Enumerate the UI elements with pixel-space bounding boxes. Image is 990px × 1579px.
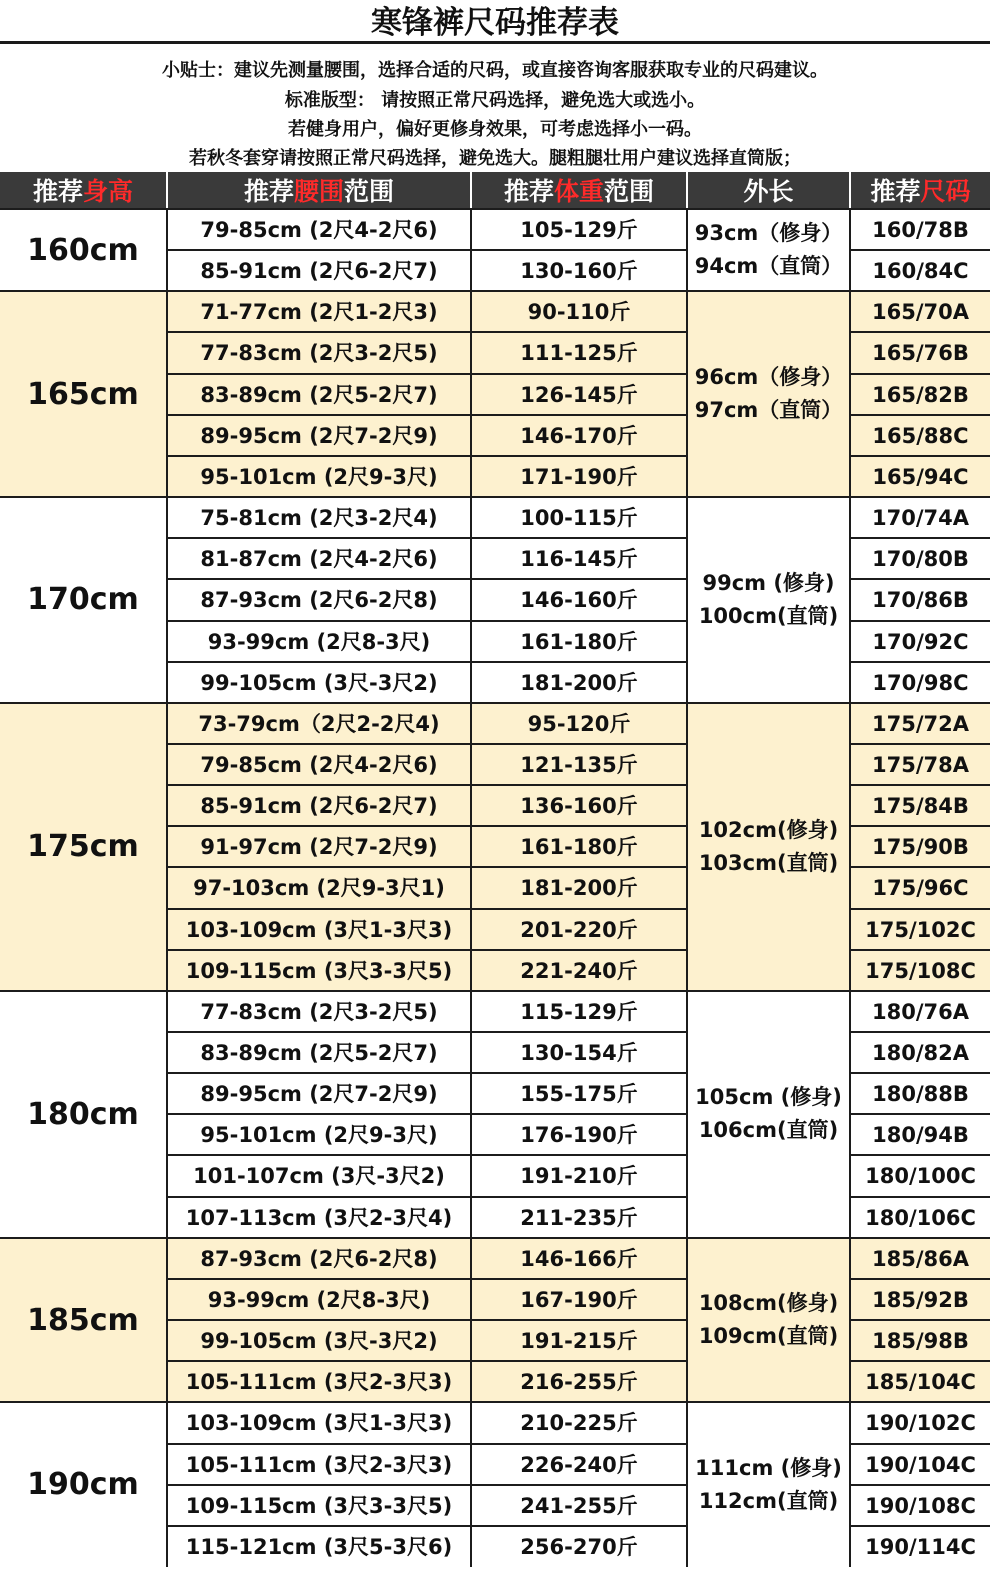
height-cell: 165cm (27, 376, 139, 412)
row-divider (851, 1360, 990, 1362)
header-length (688, 172, 849, 209)
height-cell: 170cm (27, 582, 139, 618)
header-text: 外长 (743, 177, 794, 206)
row-divider (851, 455, 990, 457)
weight-cell: 226-240斤 (520, 1452, 638, 1477)
weight-cell: 161-180斤 (520, 835, 638, 860)
waist-cell: 81-87cm (2尺4-2尺6) (200, 547, 438, 572)
weight-cell: 176-190斤 (520, 1123, 638, 1148)
row-divider (851, 1443, 990, 1445)
row-divider (851, 373, 990, 375)
waist-cell: 83-89cm (2尺5-2尺7) (200, 1041, 438, 1065)
weight-cell: 221-240斤 (520, 958, 638, 983)
row-divider (851, 1196, 990, 1198)
weight-cell: 216-255斤 (520, 1370, 638, 1395)
tip-line: 小贴士：建议先测量腰围，选择合适的尺码，或直接咨询客服获取专业的尺码建议。 (162, 60, 828, 81)
size-table (0, 172, 990, 1579)
row-divider (851, 866, 990, 868)
header-text: 范围 (604, 177, 655, 206)
row-divider (851, 331, 990, 333)
length-value: 99cm (修身) (702, 570, 835, 595)
row-divider (851, 784, 990, 786)
row-divider (851, 1525, 990, 1527)
length-cell (688, 497, 849, 703)
weight-cell: 111-125斤 (520, 341, 638, 366)
row-divider (168, 1278, 686, 1280)
row-divider (168, 1443, 686, 1445)
row-divider (168, 908, 686, 910)
row-divider (168, 455, 686, 457)
row-divider (851, 578, 990, 580)
waist-cell: 79-85cm (2尺4-2尺6) (200, 752, 438, 777)
row-divider (168, 866, 686, 868)
weight-cell: 146-166斤 (520, 1246, 638, 1271)
size-cell: 185/86A (872, 1246, 969, 1271)
row-divider (168, 1072, 686, 1074)
row-divider (168, 620, 686, 622)
size-cell: 180/82A (872, 1041, 969, 1065)
row-divider (168, 537, 686, 539)
row-divider (168, 1525, 686, 1527)
waist-cell: 107-113cm (3尺2-3尺4) (185, 1205, 453, 1230)
size-cell: 160/84C (872, 259, 969, 284)
row-divider (851, 661, 990, 663)
length-cell (688, 703, 849, 991)
weight-cell: 181-200斤 (520, 876, 638, 901)
waist-cell: 83-89cm (2尺5-2尺7) (200, 382, 438, 407)
row-divider (168, 1113, 686, 1115)
column-divider (166, 209, 168, 1567)
group-divider (0, 990, 990, 992)
length-value: 94cm（直筒） (694, 254, 843, 279)
weight-cell: 171-190斤 (520, 464, 638, 489)
size-cell: 165/70A (872, 300, 969, 325)
tips-block (0, 56, 990, 173)
waist-cell: 75-81cm (2尺3-2尺4) (200, 506, 438, 531)
row-divider (168, 373, 686, 375)
row-divider (168, 1360, 686, 1362)
length-cell (688, 1402, 849, 1567)
size-cell: 185/98B (872, 1329, 969, 1354)
weight-cell: 121-135斤 (520, 752, 638, 777)
weight-cell: 211-235斤 (520, 1205, 638, 1230)
row-divider (168, 578, 686, 580)
waist-cell: 99-105cm (3尺-3尺2) (200, 1329, 438, 1354)
length-value: 106cm(直筒) (698, 1118, 839, 1143)
waist-cell: 73-79cm（2尺2-2尺4) (198, 711, 440, 736)
size-cell: 190/108C (865, 1493, 976, 1518)
row-divider (851, 949, 990, 951)
row-divider (851, 1072, 990, 1074)
tip-line: 若秋冬套穿请按照正常尺码选择，避免选大。腿粗腿壮用户建议选择直筒版； (189, 148, 801, 169)
row-divider (851, 537, 990, 539)
size-cell: 190/104C (865, 1452, 976, 1477)
row-divider (168, 949, 686, 951)
header-text: 推荐 (870, 177, 921, 206)
header-text: 推荐 (243, 177, 294, 206)
size-cell: 180/100C (865, 1164, 976, 1189)
length-value: 105cm (修身) (695, 1085, 842, 1110)
waist-cell: 109-115cm (3尺3-3尺5) (185, 958, 453, 983)
row-divider (851, 249, 990, 251)
weight-cell: 181-200斤 (520, 670, 638, 695)
length-cell (688, 1238, 849, 1403)
waist-cell: 89-95cm (2尺7-2尺9) (200, 1082, 438, 1107)
height-cell: 185cm (27, 1302, 139, 1338)
size-cell: 170/98C (872, 670, 969, 695)
weight-cell: 116-145斤 (520, 547, 638, 572)
weight-cell: 130-154斤 (520, 1041, 638, 1065)
size-cell: 170/92C (872, 629, 969, 654)
row-divider (851, 1278, 990, 1280)
weight-cell: 161-180斤 (520, 629, 638, 654)
waist-cell: 85-91cm (2尺6-2尺7) (200, 259, 438, 284)
waist-cell: 95-101cm (2尺9-3尺) (200, 464, 438, 489)
weight-cell: 191-215斤 (520, 1329, 638, 1354)
size-cell: 185/92B (872, 1287, 969, 1312)
size-cell: 185/104C (865, 1370, 976, 1395)
size-cell: 190/102C (865, 1411, 976, 1436)
header-highlight: 体重 (553, 177, 604, 206)
length-value: 93cm（修身） (694, 221, 843, 246)
row-divider (851, 1113, 990, 1115)
waist-cell: 91-97cm (2尺7-2尺9) (200, 835, 438, 860)
group-divider (0, 1237, 990, 1239)
row-divider (168, 1319, 686, 1321)
length-cell (688, 991, 849, 1238)
weight-cell: 90-110斤 (527, 300, 631, 325)
size-cell: 190/114C (865, 1534, 976, 1559)
group-divider (0, 496, 990, 498)
row-divider (168, 743, 686, 745)
length-value: 103cm(直筒) (698, 850, 839, 875)
size-cell: 180/106C (865, 1205, 976, 1230)
row-divider (168, 1031, 686, 1033)
weight-cell: 155-175斤 (520, 1082, 638, 1107)
row-divider (851, 620, 990, 622)
page-title: 寒锋裤尺码推荐表 (0, 0, 990, 44)
waist-cell: 101-107cm (3尺-3尺2) (193, 1164, 445, 1189)
waist-cell: 93-99cm (2尺8-3尺) (207, 629, 431, 654)
length-value: 100cm(直筒) (698, 603, 839, 628)
column-divider (470, 209, 472, 1567)
row-divider (851, 1319, 990, 1321)
size-cell: 175/90B (872, 835, 969, 860)
row-divider (168, 1154, 686, 1156)
header-size (851, 172, 990, 209)
waist-cell: 77-83cm (2尺3-2尺5) (200, 341, 438, 366)
waist-cell: 105-111cm (3尺2-3尺3) (185, 1452, 453, 1477)
weight-cell: 241-255斤 (520, 1493, 638, 1518)
length-cell (688, 209, 849, 291)
weight-cell: 130-160斤 (520, 259, 638, 284)
tip-line: 标准版型： 请按照正常尺码选择，避免选大或选小。 (284, 90, 706, 111)
row-divider (851, 1484, 990, 1486)
waist-cell: 89-95cm (2尺7-2尺9) (200, 423, 438, 448)
row-divider (851, 825, 990, 827)
size-cell: 175/84B (872, 794, 969, 819)
header-highlight: 身高 (83, 177, 134, 206)
weight-cell: 210-225斤 (520, 1411, 638, 1436)
length-value: 108cm(修身) (698, 1291, 839, 1316)
size-cell: 175/108C (865, 958, 976, 983)
size-cell: 160/78B (872, 218, 969, 242)
length-value: 109cm(直筒) (698, 1324, 839, 1349)
weight-cell: 95-120斤 (527, 711, 631, 736)
row-divider (168, 784, 686, 786)
waist-cell: 97-103cm (2尺9-3尺1) (193, 876, 445, 901)
height-cell: 175cm (27, 829, 139, 865)
waist-cell: 115-121cm (3尺5-3尺6) (185, 1534, 453, 1559)
row-divider (168, 825, 686, 827)
row-divider (851, 1154, 990, 1156)
header-highlight: 腰围 (293, 177, 344, 206)
size-cell: 170/74A (872, 506, 969, 531)
weight-cell: 136-160斤 (520, 794, 638, 819)
length-value: 97cm（直筒） (694, 398, 843, 423)
header-text: 范围 (344, 177, 395, 206)
header-highlight: 尺码 (920, 177, 971, 206)
waist-cell: 99-105cm (3尺-3尺2) (200, 670, 438, 695)
size-cell: 165/88C (872, 423, 969, 448)
waist-cell: 103-109cm (3尺1-3尺3) (185, 917, 453, 942)
waist-cell: 85-91cm (2尺6-2尺7) (200, 794, 438, 819)
height-cell: 190cm (27, 1467, 139, 1503)
header-weight (472, 172, 686, 209)
size-cell: 165/94C (872, 464, 969, 489)
size-cell: 175/102C (865, 917, 976, 942)
size-cell: 165/82B (872, 382, 969, 407)
size-cell: 175/96C (872, 876, 969, 901)
header-text: 推荐 (32, 177, 83, 206)
length-cell (688, 291, 849, 497)
column-divider (686, 209, 688, 1567)
weight-cell: 126-145斤 (520, 382, 638, 407)
weight-cell: 256-270斤 (520, 1534, 638, 1559)
row-divider (168, 1196, 686, 1198)
weight-cell: 201-220斤 (520, 917, 638, 942)
length-value: 112cm(直筒) (698, 1488, 839, 1513)
size-cell: 170/80B (872, 547, 969, 572)
size-cell: 165/76B (872, 341, 969, 366)
weight-cell: 146-170斤 (520, 423, 638, 448)
header-height (0, 172, 166, 209)
height-cell: 160cm (27, 232, 139, 268)
tip-line: 若健身用户，偏好更修身效果，可考虑选择小一码。 (288, 119, 702, 140)
row-divider (851, 414, 990, 416)
size-cell: 175/72A (872, 711, 969, 736)
size-cell: 170/86B (872, 588, 969, 613)
waist-cell: 103-109cm (3尺1-3尺3) (185, 1411, 453, 1436)
waist-cell: 77-83cm (2尺3-2尺5) (200, 999, 438, 1024)
waist-cell: 87-93cm (2尺6-2尺8) (200, 1246, 438, 1271)
size-cell: 175/78A (872, 752, 969, 777)
row-divider (851, 1031, 990, 1033)
waist-cell: 109-115cm (3尺3-3尺5) (185, 1493, 453, 1518)
size-cell: 180/94B (872, 1123, 969, 1148)
weight-cell: 167-190斤 (520, 1287, 638, 1312)
header-waist (168, 172, 470, 209)
waist-cell: 95-101cm (2尺9-3尺) (200, 1123, 438, 1148)
weight-cell: 105-129斤 (520, 218, 638, 242)
group-divider (0, 208, 990, 210)
row-divider (851, 908, 990, 910)
group-divider (0, 290, 990, 292)
size-cell: 180/88B (872, 1082, 969, 1107)
group-divider (0, 1401, 990, 1403)
group-divider (0, 702, 990, 704)
row-divider (168, 249, 686, 251)
waist-cell: 87-93cm (2尺6-2尺8) (200, 588, 438, 613)
weight-cell: 100-115斤 (520, 506, 638, 531)
header-text: 推荐 (503, 177, 554, 206)
length-value: 102cm(修身) (698, 817, 839, 842)
waist-cell: 105-111cm (3尺2-3尺3) (185, 1370, 453, 1395)
weight-cell: 115-129斤 (520, 999, 638, 1024)
row-divider (168, 1484, 686, 1486)
waist-cell: 93-99cm (2尺8-3尺) (207, 1287, 431, 1312)
row-divider (168, 331, 686, 333)
height-cell: 180cm (27, 1096, 139, 1132)
length-value: 96cm（修身） (694, 365, 843, 390)
row-divider (851, 743, 990, 745)
weight-cell: 146-160斤 (520, 588, 638, 613)
column-divider (849, 209, 851, 1567)
waist-cell: 71-77cm (2尺1-2尺3) (200, 300, 438, 325)
row-divider (168, 414, 686, 416)
length-value: 111cm (修身) (695, 1455, 842, 1480)
size-cell: 180/76A (872, 999, 969, 1024)
weight-cell: 191-210斤 (520, 1164, 638, 1189)
waist-cell: 79-85cm (2尺4-2尺6) (200, 218, 438, 242)
row-divider (168, 661, 686, 663)
